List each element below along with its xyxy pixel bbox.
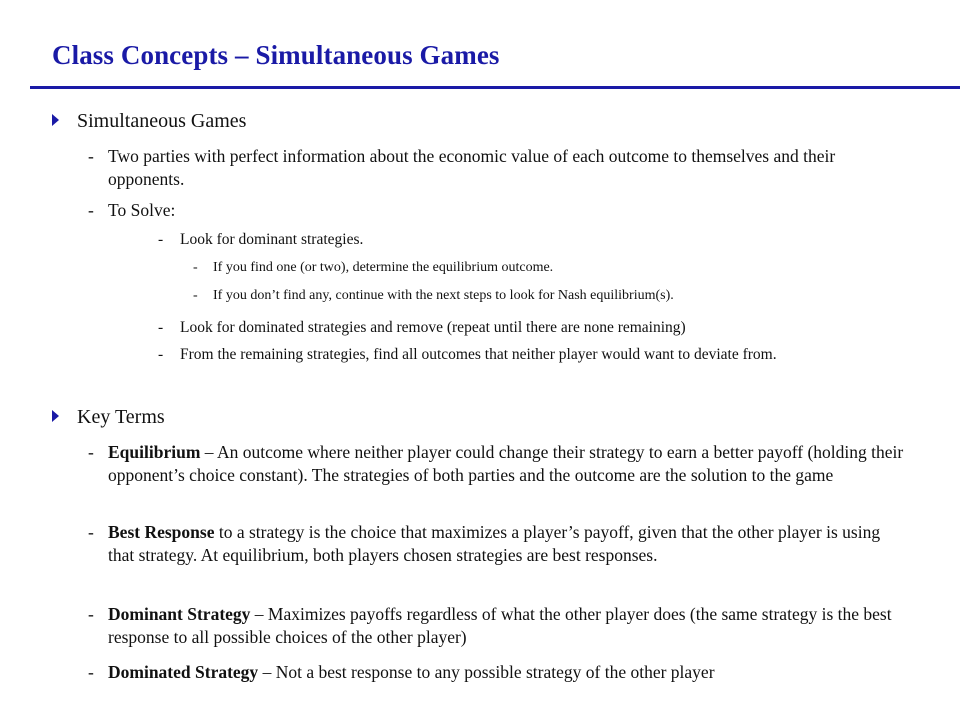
dash-bullet: - — [88, 604, 94, 624]
triangle-bullet-icon — [52, 410, 59, 422]
section-heading-key-terms — [52, 405, 165, 429]
term-name: Best Response — [108, 522, 215, 542]
slide-title: Class Concepts – Simultaneous Games — [52, 40, 500, 70]
section-heading-label: Simultaneous Games — [77, 110, 247, 132]
bullet-text: Two parties with perfect information about the economic value of each outcome to themselves and their opponents. — [108, 146, 836, 189]
section-heading-label: Key Terms — [77, 406, 165, 428]
term-name: Dominated Strategy — [108, 662, 259, 682]
term-name: Equilibrium — [108, 442, 201, 462]
dash-bullet: - — [158, 231, 164, 248]
dash-bullet: - — [158, 319, 164, 336]
step-dominant-strategies — [158, 225, 878, 254]
term-definition: – Not a best response to any possible strategy of the other player — [258, 662, 715, 682]
triangle-bullet-icon — [52, 114, 59, 126]
substep-text: If you find one (or two), determine the equilibrium outcome. — [213, 260, 554, 275]
substep-none-found — [193, 286, 873, 306]
dash-bullet: - — [193, 288, 198, 303]
term-definition: to a strategy is the choice that maximizes a player’s payoff, given that the other player is using that strategy. At equilibrium, both players chosen strategies are best responses. — [108, 522, 881, 565]
term-name: Dominant Strategy — [108, 604, 251, 624]
term-best-response — [88, 521, 908, 567]
bullet-to-solve — [88, 199, 908, 222]
term-dominated-strategy — [88, 661, 908, 684]
step-remaining-outcomes — [158, 340, 878, 369]
dash-bullet: - — [88, 200, 94, 220]
term-dominant-strategy — [88, 603, 908, 649]
dash-bullet: - — [193, 260, 198, 275]
substep-text: If you don’t find any, continue with the next steps to look for Nash equilibrium(s). — [213, 288, 674, 303]
step-text: From the remaining strategies, find all outcomes that neither player would want to deviate from. — [180, 346, 777, 363]
bullet-text: To Solve: — [108, 200, 176, 220]
term-definition: – Maximizes payoffs regardless of what the other player does (the same strategy is the best response to all possible choices of the other player) — [108, 604, 892, 647]
step-text: Look for dominant strategies. — [180, 231, 364, 248]
dash-bullet: - — [158, 346, 164, 363]
step-text: Look for dominated strategies and remove (repeat until there are none remaining) — [180, 319, 686, 336]
dash-bullet: - — [88, 146, 94, 166]
dash-bullet: - — [88, 522, 94, 542]
section-heading-simultaneous-games — [52, 109, 246, 133]
bullet-perfect-information — [88, 145, 908, 191]
term-definition: – An outcome where neither player could change their strategy to earn a better payoff (holding their opponent’s choice constant). The strategies of both parties and the outcome are the solution to the game — [108, 442, 904, 485]
dash-bullet: - — [88, 442, 94, 462]
dash-bullet: - — [88, 662, 94, 682]
step-dominated-strategies — [158, 313, 878, 342]
term-equilibrium — [88, 441, 908, 487]
title-divider — [30, 86, 960, 89]
substep-found-dominant — [193, 258, 873, 278]
